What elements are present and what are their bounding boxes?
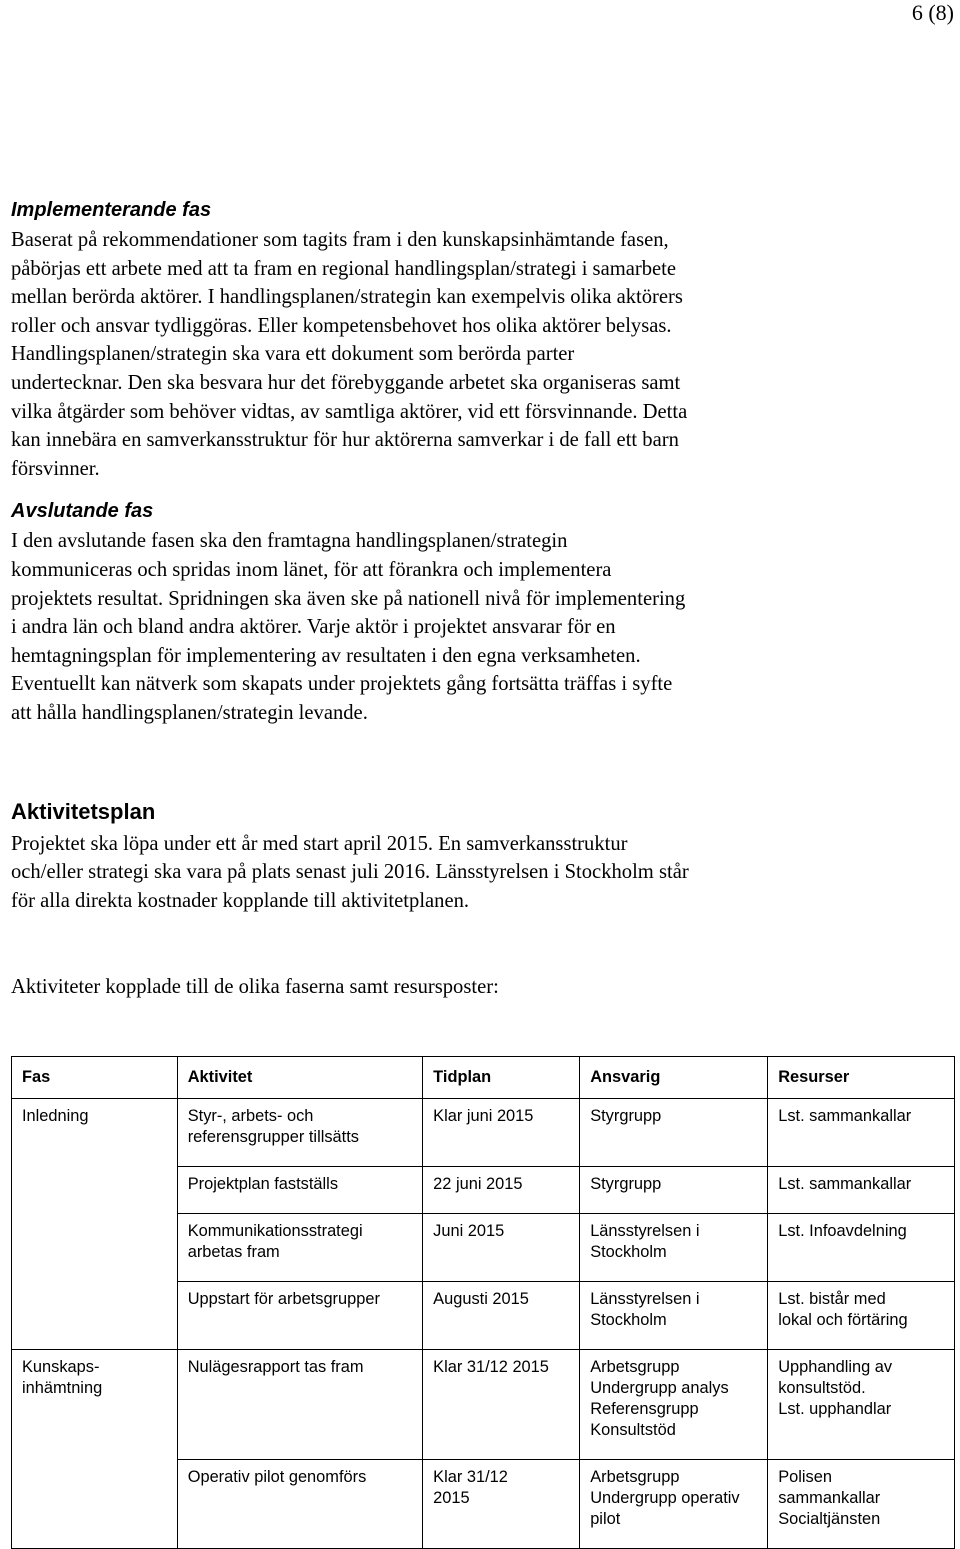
cell-tidplan bbox=[423, 1099, 580, 1167]
text-line: vilka åtgärder som behöver vidtas, av samtliga aktörer, vid ett försvinnande. Detta bbox=[11, 400, 688, 423]
cell-ansvarig bbox=[580, 1282, 768, 1350]
table-row bbox=[12, 1214, 955, 1282]
cell-line: Lst. upphandlar bbox=[778, 1400, 892, 1418]
cell-line: Kunskaps- bbox=[22, 1358, 100, 1376]
text-line: i andra län och bland andra aktörer. Varje aktör i projektet ansvarar för en bbox=[11, 616, 616, 639]
document-body bbox=[11, 196, 941, 1041]
text-line: roller och ansvar tydliggöras. Eller kompetensbehovet hos olika aktörer belysas. bbox=[11, 314, 672, 337]
text-line: Handlingsplanen/strategin ska vara ett dokument som berörda parter bbox=[11, 343, 575, 366]
text-line: undertecknar. Den ska besvara hur det förebyggande arbetet ska organiseras samt bbox=[11, 371, 681, 394]
cell-line: Klar 31/12 bbox=[433, 1468, 508, 1486]
cell-line: Klar juni 2015 bbox=[433, 1107, 534, 1125]
cell-line: referensgrupper tillsätts bbox=[187, 1128, 359, 1146]
cell-line: Konsultstöd bbox=[590, 1421, 676, 1439]
text-line: mellan berörda aktörer. I handlingsplanen/strategin kan exempelvis olika aktörers bbox=[11, 286, 683, 309]
cell-line: Styrgrupp bbox=[590, 1107, 662, 1125]
cell-line: pilot bbox=[590, 1510, 621, 1528]
cell-resurser bbox=[768, 1214, 955, 1282]
cell-line: Socialtjänsten bbox=[778, 1510, 881, 1528]
cell-line: sammankallar bbox=[778, 1489, 881, 1507]
text-line: hemtagningsplan för implementering av resultaten i den egna verksamheten. bbox=[11, 644, 641, 667]
cell-aktivitet bbox=[177, 1350, 422, 1460]
text-line: att hålla handlingsplanen/strategin levande. bbox=[11, 701, 368, 724]
cell-line: konsultstöd. bbox=[778, 1379, 866, 1397]
cell-line: arbetas fram bbox=[187, 1243, 280, 1261]
cell-resurser bbox=[768, 1167, 955, 1214]
cell-line: Referensgrupp bbox=[590, 1400, 699, 1418]
cell-fas bbox=[12, 1214, 178, 1282]
table-row bbox=[12, 1167, 955, 1214]
cell-line: Lst. sammankallar bbox=[778, 1107, 912, 1125]
cell-line: Styr-, arbets- och bbox=[187, 1107, 314, 1125]
cell-line: Polisen bbox=[778, 1468, 832, 1486]
cell-line: Stockholm bbox=[590, 1243, 667, 1261]
cell-ansvarig bbox=[580, 1460, 768, 1549]
cell-ansvarig bbox=[580, 1167, 768, 1214]
paragraph-implementerande-fas bbox=[11, 226, 941, 483]
text-line: för alla direkta kostnader kopplande till aktivitetplanen. bbox=[11, 889, 470, 912]
cell-line: Arbetsgrupp bbox=[590, 1358, 680, 1376]
cell-line: Nulägesrapport tas fram bbox=[187, 1358, 364, 1376]
cell-resurser bbox=[768, 1282, 955, 1350]
cell-line: 2015 bbox=[433, 1489, 470, 1507]
text-line: Projektet ska löpa under ett år med start april 2015. En samverkansstruktur bbox=[11, 832, 628, 855]
cell-resurser bbox=[768, 1350, 955, 1460]
cell-tidplan bbox=[423, 1214, 580, 1282]
cell-line: Upphandling av bbox=[778, 1358, 893, 1376]
cell-tidplan bbox=[423, 1167, 580, 1214]
table-intro: Aktiviteter kopplade till de olika faserna samt resursposter: bbox=[11, 976, 499, 999]
cell-line: 22 juni 2015 bbox=[433, 1175, 523, 1193]
cell-line: Lst. Infoavdelning bbox=[778, 1222, 907, 1240]
cell-aktivitet bbox=[177, 1460, 422, 1549]
text-line: Baserat på rekommendationer som tagits fram i den kunskapsinhämtande fasen, bbox=[11, 229, 669, 251]
cell-tidplan bbox=[423, 1350, 580, 1460]
cell-line: Undergrupp operativ bbox=[590, 1489, 740, 1507]
cell-line: Uppstart för arbetsgrupper bbox=[187, 1290, 380, 1308]
paragraph-avslutande-fas bbox=[11, 527, 941, 727]
text-line: projektets resultat. Spridningen ska även ske på nationell nivå för implementering bbox=[11, 587, 686, 610]
cell-ansvarig bbox=[580, 1350, 768, 1460]
cell-line: Länsstyrelsen i bbox=[590, 1222, 700, 1240]
cell-aktivitet bbox=[177, 1214, 422, 1282]
cell-aktivitet bbox=[177, 1282, 422, 1350]
cell-fas bbox=[12, 1282, 178, 1350]
table-row bbox=[12, 1460, 955, 1549]
header-fas: Fas bbox=[12, 1057, 178, 1099]
table-body bbox=[12, 1099, 955, 1549]
text-line: påbörjas ett arbete med att ta fram en regional handlingsplan/strategi i samarbete bbox=[11, 257, 677, 280]
paragraph-aktivitetsplan bbox=[11, 830, 941, 916]
cell-line: inhämtning bbox=[22, 1379, 103, 1397]
cell-line: Operativ pilot genomförs bbox=[187, 1468, 367, 1486]
header-tidplan: Tidplan bbox=[423, 1057, 580, 1099]
cell-ansvarig bbox=[580, 1214, 768, 1282]
activity-table bbox=[11, 1056, 955, 1549]
header-resurser: Resurser bbox=[768, 1057, 955, 1099]
cell-line: Stockholm bbox=[590, 1311, 667, 1329]
cell-line: Projektplan fastställs bbox=[187, 1175, 339, 1193]
cell-fas bbox=[12, 1460, 178, 1549]
cell-fas bbox=[12, 1099, 178, 1167]
cell-line: Juni 2015 bbox=[433, 1222, 505, 1240]
cell-line: Lst. bistår med bbox=[778, 1290, 886, 1308]
heading-avslutande-fas: Avslutande fas bbox=[11, 500, 154, 523]
heading-implementerande-fas: Implementerande fas bbox=[11, 199, 212, 221]
text-line: Eventuellt kan nätverk som skapats under projektets gång fortsätta träffas i syfte bbox=[11, 673, 673, 696]
cell-line: Styrgrupp bbox=[590, 1175, 662, 1193]
cell-resurser bbox=[768, 1099, 955, 1167]
cell-line: Inledning bbox=[22, 1107, 89, 1125]
table-row bbox=[12, 1099, 955, 1167]
table-row bbox=[12, 1350, 955, 1460]
cell-aktivitet bbox=[177, 1167, 422, 1214]
table-header-row bbox=[12, 1057, 955, 1099]
cell-line: lokal och förtäring bbox=[778, 1311, 908, 1329]
cell-line: Länsstyrelsen i bbox=[590, 1290, 700, 1308]
page-number: 6 (8) bbox=[911, 0, 954, 25]
heading-aktivitetsplan: Aktivitetsplan bbox=[11, 798, 156, 824]
header-aktivitet: Aktivitet bbox=[177, 1057, 422, 1099]
cell-resurser bbox=[768, 1460, 955, 1549]
cell-line: Augusti 2015 bbox=[433, 1290, 529, 1308]
cell-fas bbox=[12, 1167, 178, 1214]
cell-tidplan bbox=[423, 1282, 580, 1350]
cell-line: Lst. sammankallar bbox=[778, 1175, 912, 1193]
table-row bbox=[12, 1282, 955, 1350]
text-line: och/eller strategi ska vara på plats senast juli 2016. Länsstyrelsen i Stockholm står bbox=[11, 861, 689, 884]
cell-fas bbox=[12, 1350, 178, 1460]
cell-line: Kommunikationsstrategi bbox=[187, 1222, 363, 1240]
cell-aktivitet bbox=[177, 1099, 422, 1167]
text-line: försvinner. bbox=[11, 457, 100, 480]
cell-tidplan bbox=[423, 1460, 580, 1549]
text-line: kommuniceras och spridas inom länet, för att förankra och implementera bbox=[11, 558, 612, 581]
cell-line: Undergrupp analys bbox=[590, 1379, 729, 1397]
text-line: kan innebära en samverkansstruktur för hur aktörerna samverkar i de fall ett barn bbox=[11, 429, 679, 452]
cell-line: Klar 31/12 2015 bbox=[433, 1358, 549, 1376]
text-line: I den avslutande fasen ska den framtagna handlingsplanen/strategin bbox=[11, 530, 568, 553]
cell-line: Arbetsgrupp bbox=[590, 1468, 680, 1486]
cell-ansvarig bbox=[580, 1099, 768, 1167]
header-ansvarig: Ansvarig bbox=[580, 1057, 768, 1099]
